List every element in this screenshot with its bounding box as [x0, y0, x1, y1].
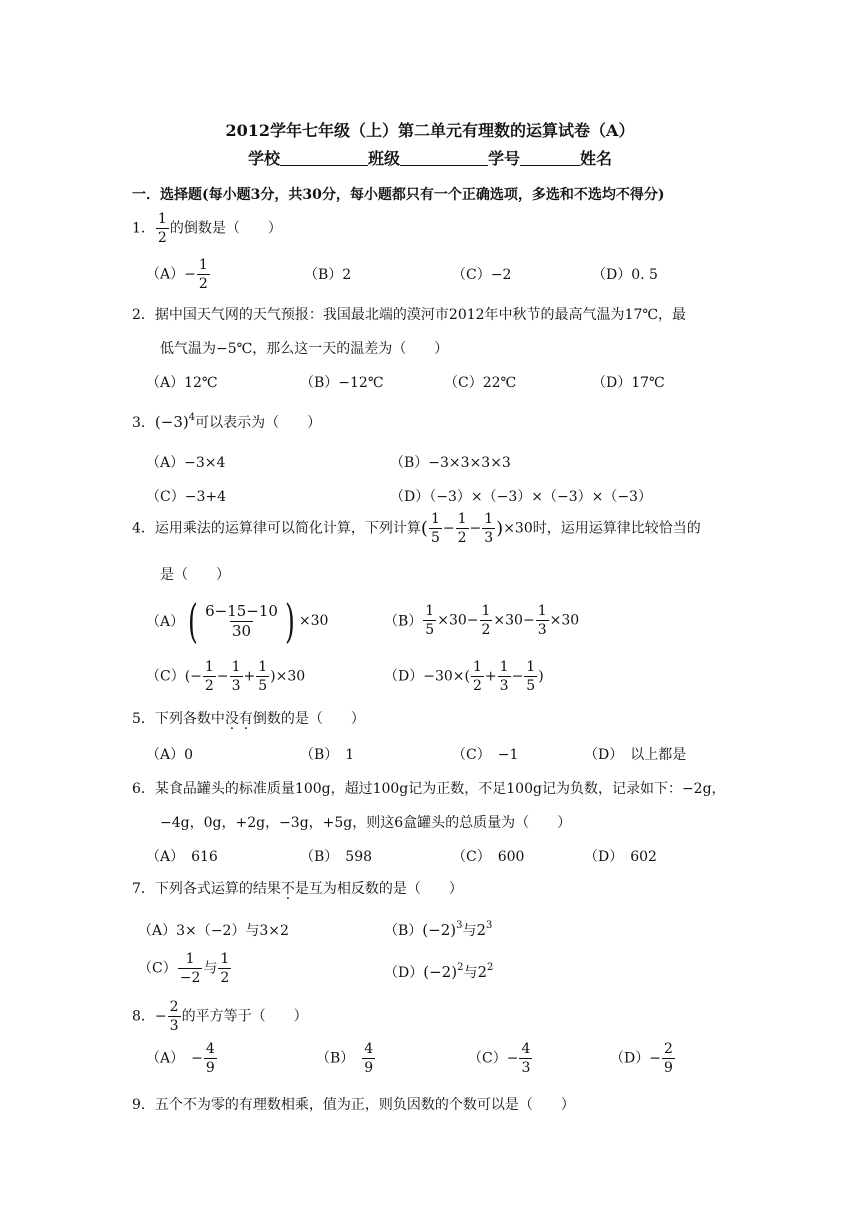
q6-option-b: （B） 598: [300, 849, 373, 865]
class-blank: [400, 151, 488, 166]
q5-option-b: （B） 1: [300, 747, 355, 763]
q8-option-b: （B） $\frac{4}{9}$: [316, 1041, 374, 1076]
question-4: 4．运用乘法的运算律可以简化计算，下列计算( $\frac{1}{5}$ − $\frac{1}{2}$ − $\frac{1}{3}$ )×30时，运用运算律比较恰当的: [132, 511, 701, 546]
q2-option-d: （D）17℃: [592, 375, 665, 391]
page-title: 2012学年七年级（上）第二单元有理数的运算试卷（A）: [225, 121, 635, 140]
number-blank: [520, 151, 580, 166]
q7-option-b: $(B)(-2)^3$与$2^3$: [384, 920, 493, 939]
school-label: 学校: [247, 149, 280, 168]
q3-option-a: （A）−3×4: [146, 455, 226, 471]
q1-option-c: （C）−2: [452, 267, 512, 283]
q5-option-d: （D） 以上都是: [584, 747, 687, 763]
q1-option-d: （D）0. 5: [592, 267, 658, 283]
number-label: 学号: [488, 149, 521, 168]
q6-option-c: （C） 600: [452, 849, 525, 865]
q2-option-c: （C）22℃: [444, 375, 517, 391]
q2-line-2: 低气温为−5℃，那么这一天的温差为（ ）: [160, 341, 449, 357]
question-1: [132, 212, 282, 245]
q8-option-c: （C）− $\frac{4}{3}$: [468, 1041, 531, 1076]
q1-option-a: （A）− $\frac{1}{2}$: [146, 257, 208, 292]
question-8: 8．− $\frac{2}{3}$ 的平方等于（ ）: [132, 999, 308, 1034]
q4-line-2: 是（ ）: [160, 567, 230, 583]
q6-line-1: 6．某食品罐头的标准质量100g，超过100g记为正数，不足100g记为负数，记录如下：−2g，: [132, 781, 726, 797]
q2-option-a: （A）12℃: [146, 375, 218, 391]
q3-option-d: （D）（−3）×（−3）×（−3）×（−3）: [390, 489, 652, 505]
school-blank: [280, 151, 368, 166]
q4-option-c: （C）(− $\frac{1}{2}$ − $\frac{1}{3}$ + $\frac{1}{5}$ )×30: [146, 659, 306, 694]
q7-option-c: （C） $\frac{1}{-2}$ 与 $\frac{1}{2}$: [138, 951, 230, 986]
q1-text: 的倒数是（ ）: [169, 220, 282, 237]
question-7: 7．下列各式运算的结果不是互为相反数的是（ ）: [132, 881, 463, 897]
q7-option-a: （A）3×（−2）与3×2: [138, 923, 289, 939]
q2-line-1: 2．据中国天气网的天气预报：我国最北端的漠河市2012年中秋节的最高气温为17℃，最: [132, 307, 687, 323]
q1-fraction: $\frac{1}{2}$: [157, 211, 167, 246]
question-3: 3．$(-3)^4$可以表示为（ ）: [132, 412, 322, 431]
q4-option-d: （D）−30×( $\frac{1}{2}$ + $\frac{1}{3}$ − $\frac{1}{5}$ ): [384, 659, 544, 694]
question-5: 5．下列各数中没有倒数的是（ ）: [132, 711, 365, 727]
question-9: 9．五个不为零的有理数相乘，值为正，则负因数的个数可以是（ ）: [132, 1097, 575, 1113]
section-heading: 一．选择题(每小题3分，共30分，每小题都只有一个正确选项，多选和不选均不得分): [132, 187, 665, 203]
q1-number: 1．: [132, 220, 155, 237]
q5-option-c: （C） −1: [452, 747, 519, 763]
student-info-line: [0, 146, 860, 169]
q4-option-b: （B） $\frac{1}{5}$ ×30− $\frac{1}{2}$ ×30− $\frac{1}{3}$ ×30: [384, 603, 580, 638]
q3-option-c: （C）−3+4: [146, 489, 226, 505]
class-label: 班级: [367, 149, 400, 168]
q4-option-a: （A）( $\frac{6-15-10}{30}$ ) ×30: [146, 594, 329, 648]
q7-option-d: $(D)(-2)^2$与$2^2$: [384, 962, 494, 981]
q5-option-a: （A）0: [146, 747, 194, 763]
q8-option-d: （D）− $\frac{2}{9}$: [610, 1041, 673, 1076]
q8-option-a: （A） − $\frac{4}{9}$: [146, 1041, 215, 1076]
q6-option-a: （A） 616: [146, 849, 218, 865]
q6-line-2: −4g，0g，+2g，−3g，+5g，则这6盒罐头的总质量为（ ）: [160, 815, 572, 831]
name-label: 姓名: [580, 149, 613, 168]
q6-option-d: （D） 602: [584, 849, 657, 865]
q1-option-b: （B）2: [304, 267, 352, 283]
q2-option-b: （B）−12℃: [300, 375, 384, 391]
q3-option-b: （B）−3×3×3×3: [390, 455, 511, 471]
